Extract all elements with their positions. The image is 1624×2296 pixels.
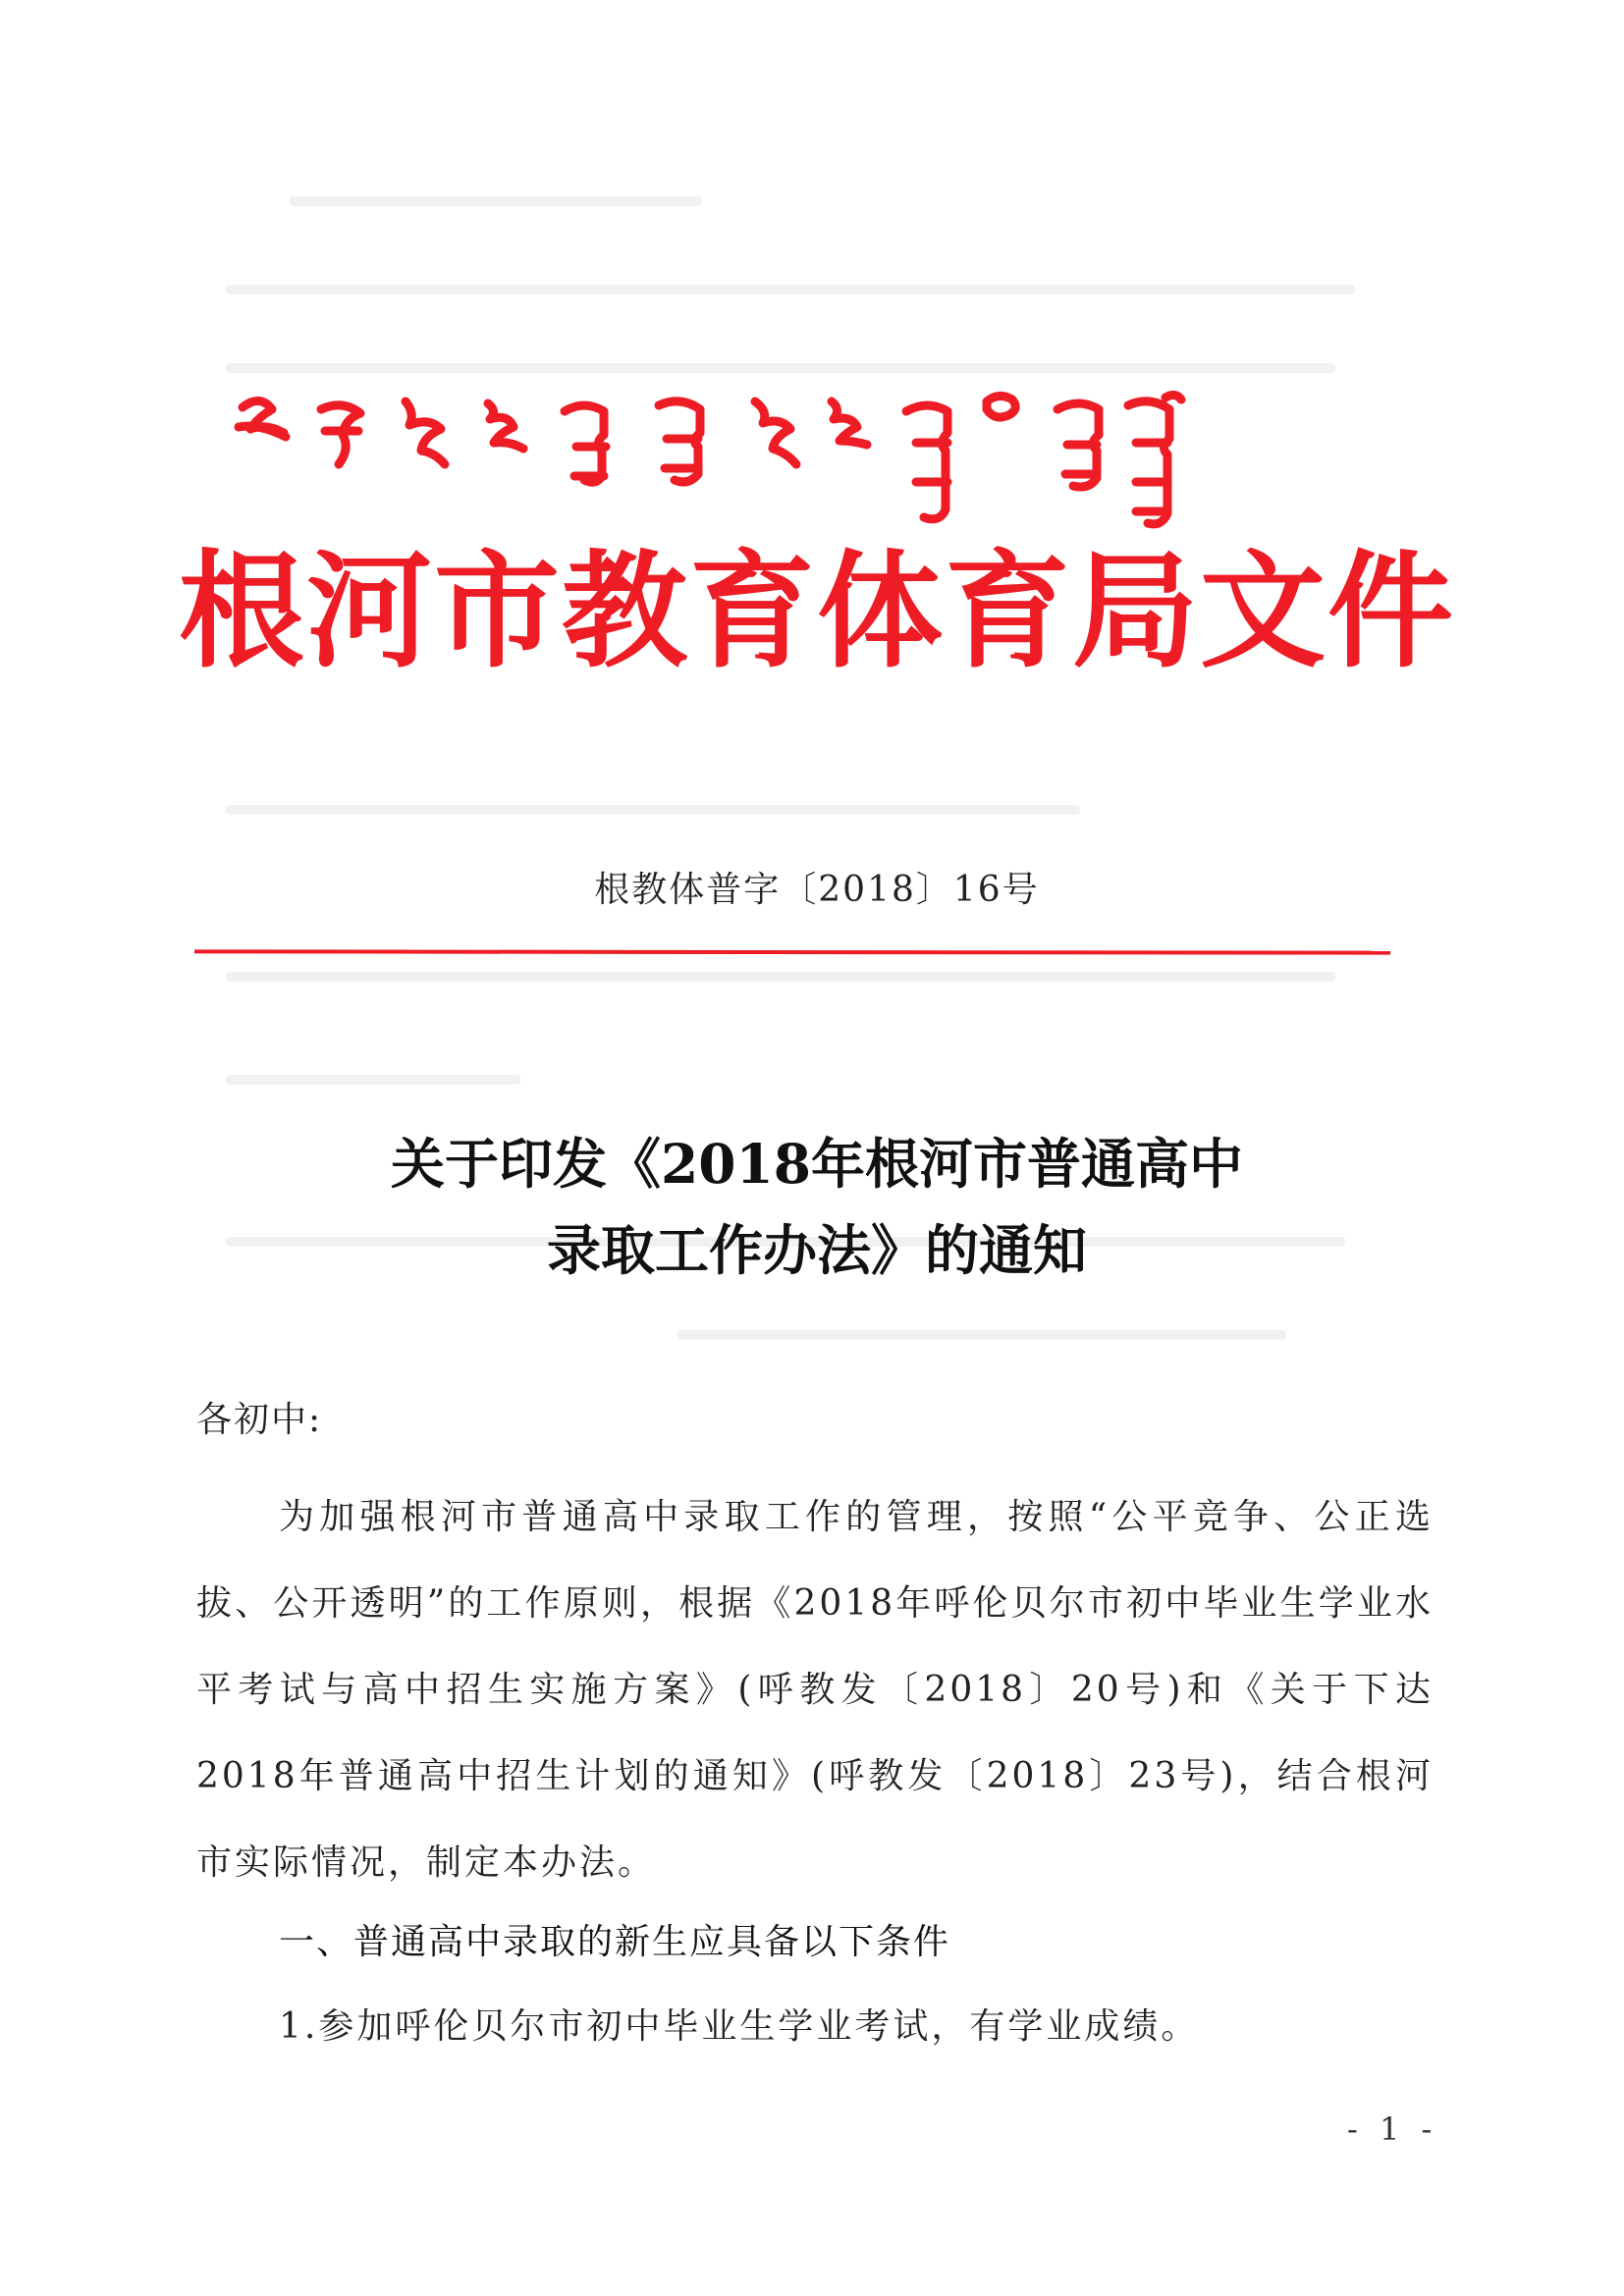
document-title-line-1: 关于印发《2018年根河市普通高中 [390,1132,1244,1196]
mongolian-script-graphic [231,388,1301,560]
show-through-mark [226,1075,520,1085]
page-number: - 1 - [1347,2110,1438,2148]
body-paragraph: 为加强根河市普通高中录取工作的管理，按照“公平竞争、公正选拔、公开透明”的工作原则，根据《2018年呼伦贝尔市初中毕业生学业水平考试与高中招生实施方案》(呼教发〔2018〕20号)和《关于下达2018年普通高中招生计划的通知》(呼教发〔2018〕23号)，结合根河市实际情况，制定本办法。 [196,1497,1434,1883]
show-through-mark [226,285,1355,294]
agency-title: 根河市教育体育局文件 [178,539,1455,685]
document-title-line-2: 录取工作办法》的通知 [546,1218,1087,1282]
document-number: 根教体普字〔2018〕16号 [594,870,1040,910]
mongolian-script-header [231,388,1301,560]
section-heading: 一、普通高中录取的新生应具备以下条件 [279,1922,951,1962]
recipient-line: 各初中: [196,1400,323,1440]
red-divider [194,949,1390,954]
document-title [0,1121,1624,1294]
show-through-mark [226,363,1335,373]
list-item: 1.参加呼伦贝尔市初中毕业生学业考试，有学业成绩。 [279,2006,1200,2047]
show-through-mark [677,1330,1286,1340]
show-through-mark [226,805,1080,815]
show-through-mark [226,972,1335,982]
show-through-mark [290,196,702,206]
